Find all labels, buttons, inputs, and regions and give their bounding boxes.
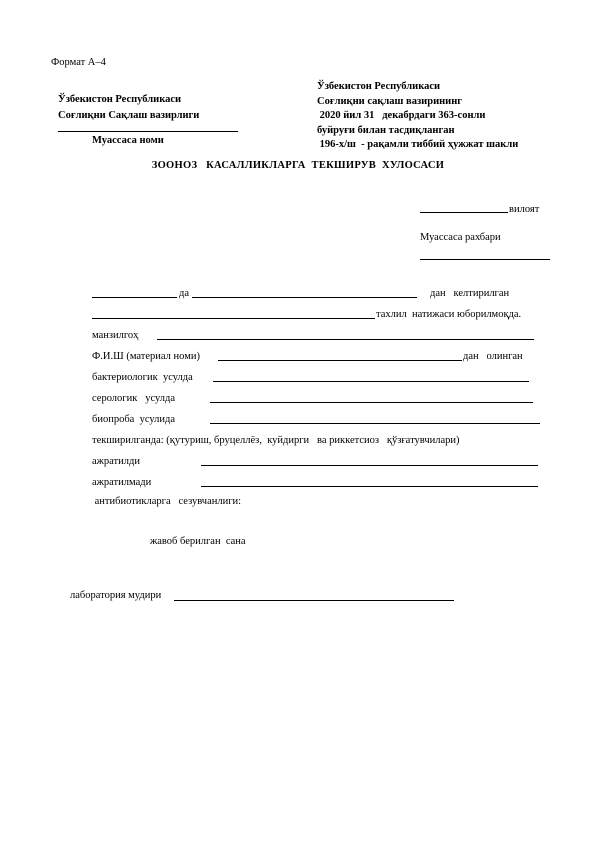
name-material-line <box>218 360 462 361</box>
institution-head-line <box>420 259 550 260</box>
analysis-label: тахлил натижаси юборилмоқда. <box>376 309 522 320</box>
bioassay-label: биопроба усулида <box>92 414 176 425</box>
not-isolated-label: ажратилмади <box>92 477 152 488</box>
region-line <box>420 212 508 213</box>
antibiotic-sensitivity-label: антибиотикларга сезувчанлиги: <box>92 496 242 507</box>
bacteriological-label: бактериологик усулда <box>92 372 193 383</box>
right-header-line-4: буйруғи билан тасдиқланган <box>317 124 455 136</box>
format-label: Формат А–4 <box>51 57 106 68</box>
document-title: ЗООНОЗ КАСАЛЛИКЛАРГА ТЕКШИРУВ ХУЛОСАСИ <box>151 160 445 171</box>
origin-line <box>192 297 417 298</box>
isolated-line <box>201 465 538 466</box>
region-label: вилоят <box>509 204 540 215</box>
right-header-line-2: Соғлиқни сақлаш вазирининг <box>317 95 463 107</box>
response-date-label: жавоб берилган сана <box>150 536 246 547</box>
address-line <box>157 339 534 340</box>
serological-line <box>210 402 533 403</box>
right-header-line-1: Ўзбекистон Республикаси <box>317 81 441 92</box>
examination-label: текширилганда: (қутуриш, бруцеллёз, куйдирги ва риккетсиоз қўзғатувчилари) <box>92 435 460 446</box>
address-label: манзилгоҳ <box>92 330 139 341</box>
right-header <box>317 80 518 153</box>
serological-label: серологик усулда <box>92 393 176 404</box>
right-header-line-3: 2020 йил 31 декабрдаги 363-сонли <box>317 110 486 121</box>
right-header-line-5: 196-х/ш - рақамли тиббий ҳужжат шакли <box>317 139 519 150</box>
lab-head-label: лаборатория мудири <box>70 590 162 601</box>
sender-line <box>92 297 177 298</box>
analysis-line <box>92 318 375 319</box>
da-label: да <box>179 288 190 299</box>
lab-head-line <box>174 600 454 601</box>
name-material-label: Ф.И.Ш (материал номи) <box>92 351 200 362</box>
bioassay-line <box>210 423 540 424</box>
institution-name-label: Муассаса номи <box>92 135 164 146</box>
dan-olingan-label: дан олинган <box>463 351 523 362</box>
isolated-label: ажратилди <box>92 456 140 467</box>
institution-name-line <box>58 131 238 132</box>
left-header-line-2: Соғлиқни Сақлаш вазирлиги <box>58 110 200 121</box>
left-header <box>58 92 199 124</box>
institution-head-label: Муассаса рахбари <box>420 232 501 243</box>
left-header-line-1: Ўзбекистон Республикаси <box>58 94 182 105</box>
bacteriological-line <box>213 381 529 382</box>
dan-keltirilgan-label: дан келтирилган <box>430 288 510 299</box>
not-isolated-line <box>201 486 538 487</box>
